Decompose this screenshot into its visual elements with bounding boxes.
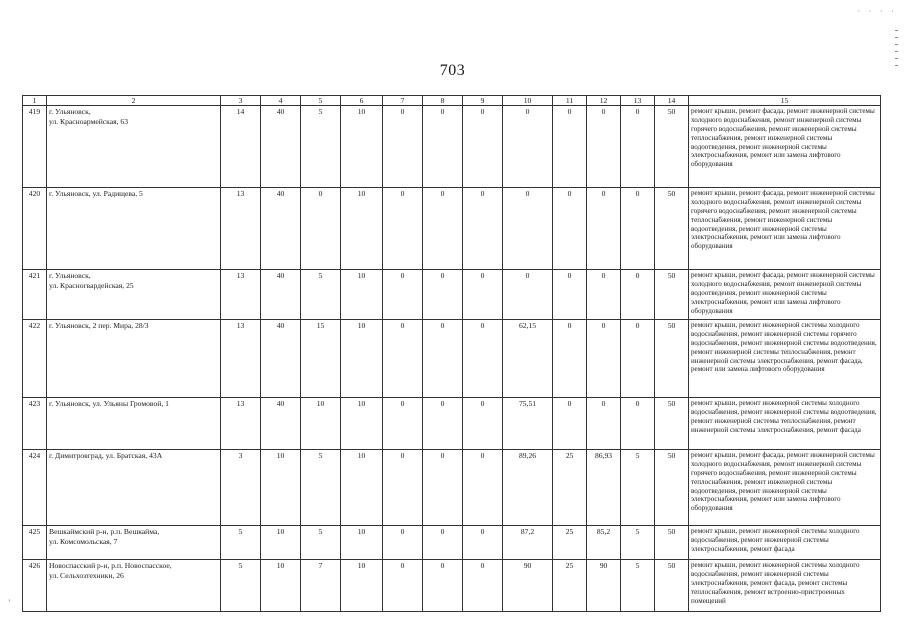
value-cell: 50 [655,188,689,270]
row-number: 425 [23,526,47,560]
value-cell: 0 [301,188,341,270]
value-cell: 0 [383,270,423,320]
address-cell [47,106,221,188]
column-header: 11 [553,96,587,106]
value-cell: 0 [621,188,655,270]
value-cell: 5 [621,450,655,526]
value-cell: 5 [221,526,261,560]
address-cell [47,450,221,526]
row-number: 422 [23,320,47,398]
value-cell: 90 [503,560,553,612]
value-cell: 0 [463,188,503,270]
table-row [23,526,881,560]
value-cell: 5 [621,526,655,560]
value-cell: 0 [383,320,423,398]
table-row [23,560,881,612]
value-cell: 5 [301,450,341,526]
value-cell: 0 [553,188,587,270]
value-cell: 0 [423,450,463,526]
value-cell: 10 [341,450,383,526]
address-line: ул. Красноармейская, 63 [49,116,129,126]
column-header: 13 [621,96,655,106]
page-number: 703 [439,62,466,79]
value-cell: 0 [621,270,655,320]
address-cell [47,320,221,398]
value-cell: 0 [423,526,463,560]
value-cell: 13 [221,188,261,270]
value-cell: 0 [383,398,423,450]
address-line: г. Ульяновск, [49,107,91,117]
value-cell: 10 [261,560,301,612]
address-cell [47,398,221,450]
value-cell: 50 [655,450,689,526]
column-header: 15 [689,96,881,106]
table-row [23,270,881,320]
value-cell: 5 [301,106,341,188]
address-line: Новоспасский р-н, р.п. Новоспасское, [49,561,172,571]
value-cell: 14 [221,106,261,188]
value-cell: 0 [423,106,463,188]
column-header: 1 [23,96,47,106]
value-cell: 0 [423,320,463,398]
value-cell: 0 [621,320,655,398]
value-cell: 85,2 [587,526,621,560]
value-cell: 0 [553,270,587,320]
value-cell: 40 [261,320,301,398]
value-cell: 13 [221,398,261,450]
value-cell: 10 [261,526,301,560]
column-header: 3 [221,96,261,106]
value-cell: 0 [587,270,621,320]
value-cell: 13 [221,320,261,398]
works-list-cell: ремонт крыши, ремонт фасада, ремонт инженерной системы холодного водоснабжения, ремонт инженерной системы горячего водоснабжения, ремонт инженерной системы теплоснабжения, ремонт инженерной системы водоотведения, ремонт инженерной системы электроснабжения, ремонт или замена лифтового оборудования [689,188,881,270]
value-cell: 0 [423,560,463,612]
value-cell: 0 [463,398,503,450]
value-cell: 0 [463,560,503,612]
value-cell: 75,51 [503,398,553,450]
value-cell: 5 [221,560,261,612]
value-cell: 87,2 [503,526,553,560]
value-cell: 0 [383,106,423,188]
value-cell: 5 [301,270,341,320]
table-row [23,320,881,398]
column-header: 8 [423,96,463,106]
value-cell: 50 [655,270,689,320]
value-cell: 0 [463,526,503,560]
table-header-row [23,96,881,106]
column-header: 5 [301,96,341,106]
address-line: г. Ульяновск, ул. Радищева, 5 [49,189,143,199]
works-list-cell: ремонт крыши, ремонт инженерной системы холодного водоснабжения, ремонт инженерной системы электроснабжения, ремонт фасада [689,526,881,560]
value-cell: 40 [261,188,301,270]
value-cell: 0 [463,106,503,188]
works-list-cell: ремонт крыши, ремонт фасада, ремонт инженерной системы холодного водоснабжения, ремонт инженерной системы водоотведения, ремонт инженерной системы электроснабжения, ремонт или замена лифтового оборудования [689,270,881,320]
value-cell: 0 [553,106,587,188]
address-line: г. Димитровград, ул. Братская, 43А [49,451,163,461]
value-cell: 5 [621,560,655,612]
value-cell: 10 [341,270,383,320]
value-cell: 7 [301,560,341,612]
value-cell: 0 [463,270,503,320]
value-cell: 0 [621,106,655,188]
value-cell: 0 [621,398,655,450]
value-cell: 0 [383,560,423,612]
value-cell: 10 [341,560,383,612]
row-number: 423 [23,398,47,450]
value-cell: 3 [221,450,261,526]
address-line: г. Ульяновск, ул. Ульяны Громовой, 1 [49,399,169,409]
table-body [23,106,881,612]
address-line: г. Ульяновск, 2 пер. Мира, 28/3 [49,321,149,331]
value-cell: 10 [341,526,383,560]
building-registry-table [22,95,881,612]
value-cell: 0 [423,270,463,320]
table-row [23,450,881,526]
column-header: 12 [587,96,621,106]
value-cell: 0 [383,526,423,560]
scan-artifact-dots: · · · · [857,6,897,16]
value-cell: 25 [553,526,587,560]
value-cell: 89,26 [503,450,553,526]
value-cell: 0 [587,398,621,450]
value-cell: 15 [301,320,341,398]
value-cell: 0 [503,270,553,320]
table-row [23,398,881,450]
row-number: 424 [23,450,47,526]
value-cell: 0 [553,398,587,450]
address-line: г. Ульяновск, [49,271,91,281]
row-number: 426 [23,560,47,612]
value-cell: 25 [553,450,587,526]
column-header: 6 [341,96,383,106]
value-cell: 0 [587,106,621,188]
value-cell: 13 [221,270,261,320]
value-cell: 10 [341,320,383,398]
value-cell: 0 [383,188,423,270]
row-number: 421 [23,270,47,320]
address-line: ул. Комсомольская, 7 [49,536,118,546]
value-cell: 50 [655,320,689,398]
value-cell: 0 [463,320,503,398]
column-header: 10 [503,96,553,106]
column-header: 14 [655,96,689,106]
column-header: 4 [261,96,301,106]
value-cell: 50 [655,526,689,560]
value-cell: 0 [553,320,587,398]
value-cell: 90 [587,560,621,612]
address-line: ул. Красногвардейская, 25 [49,280,134,290]
value-cell: 0 [383,450,423,526]
value-cell: 10 [301,398,341,450]
value-cell: 50 [655,398,689,450]
value-cell: 40 [261,270,301,320]
value-cell: 0 [423,188,463,270]
address-line: Вешкаймский р-н, р.п. Вешкайма, [49,527,160,537]
scan-mark-left: ’ [8,598,11,607]
works-list-cell: ремонт крыши, ремонт инженерной системы холодного водоснабжения, ремонт инженерной системы водоотведения, ремонт инженерной системы теплоснабжения, ремонт инженерной системы электроснабжения, ремонт фасада [689,398,881,450]
value-cell: 10 [341,398,383,450]
value-cell: 5 [301,526,341,560]
address-line: ул. Сельхозтехники, 26 [49,570,124,580]
column-header: 2 [47,96,221,106]
value-cell: 25 [553,560,587,612]
works-list-cell: ремонт крыши, ремонт инженерной системы холодного водоснабжения, ремонт инженерной системы электроснабжения, ремонт фасада, ремонт системы теплоснабжения, ремонт встроенно-пристроенных помещений [689,560,881,612]
table-row [23,106,881,188]
column-header: 9 [463,96,503,106]
value-cell: 0 [587,320,621,398]
address-cell [47,188,221,270]
value-cell: 40 [261,106,301,188]
value-cell: 86,93 [587,450,621,526]
works-list-cell: ремонт крыши, ремонт инженерной системы холодного водоснабжения, ремонт инженерной системы горячего водоснабжения, ремонт инженерной системы водоотведения, ремонт инженерной системы теплоснабжения, ремонт инженерной системы электроснабжения, ремонт фасада, ремонт или замена лифтового оборудования [689,320,881,398]
value-cell: 0 [463,450,503,526]
value-cell: 10 [261,450,301,526]
table-row [23,188,881,270]
address-cell [47,560,221,612]
address-cell [47,526,221,560]
row-number: 419 [23,106,47,188]
value-cell: 0 [503,106,553,188]
row-number: 420 [23,188,47,270]
value-cell: 62,15 [503,320,553,398]
value-cell: 0 [423,398,463,450]
value-cell: 50 [655,106,689,188]
value-cell: 0 [503,188,553,270]
column-header: 7 [383,96,423,106]
value-cell: 50 [655,560,689,612]
address-cell [47,270,221,320]
value-cell: 40 [261,398,301,450]
value-cell: 0 [587,188,621,270]
works-list-cell: ремонт крыши, ремонт фасада, ремонт инженерной системы холодного водоснабжения, ремонт инженерной системы горячего водоснабжения, ремонт инженерной системы теплоснабжения, ремонт инженерной системы водоотведения, ремонт инженерной системы электроснабжения, ремонт или замена лифтового оборудования [689,106,881,188]
value-cell: 10 [341,106,383,188]
works-list-cell: ремонт крыши, ремонт фасада, ремонт инженерной системы холодного водоснабжения, ремонт инженерной системы горячего водоснабжения, ремонт инженерной системы теплоснабжения, ремонт инженерной системы водоотведения, ремонт инженерной системы электроснабжения, ремонт или замена лифтового оборудования [689,450,881,526]
value-cell: 10 [341,188,383,270]
scan-edge-ticks [895,30,899,66]
